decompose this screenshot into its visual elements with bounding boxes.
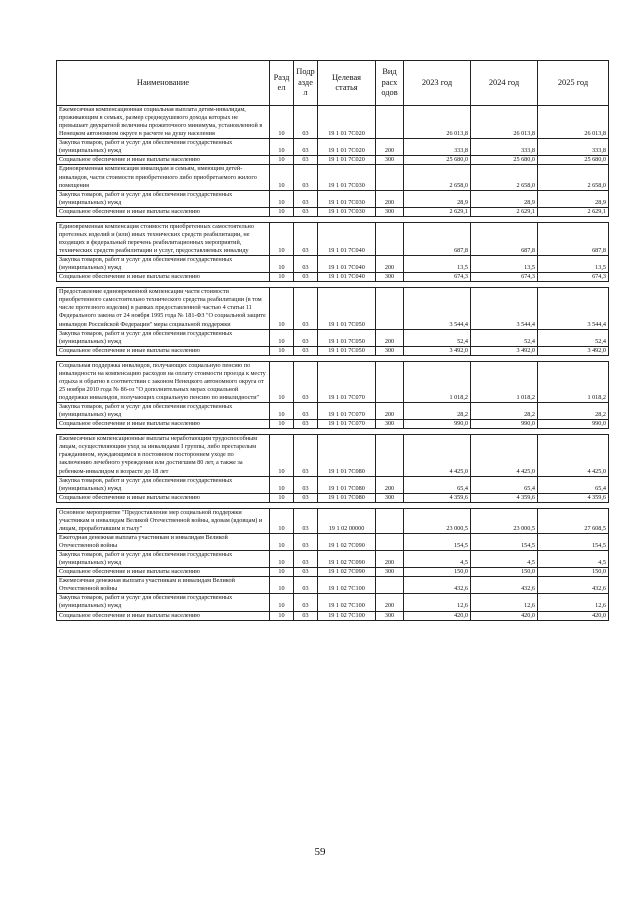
- header-name: Наименование: [57, 61, 270, 106]
- table-row: [57, 273, 609, 282]
- row-target-article: 19 1 01 7С080: [318, 435, 376, 476]
- row-subsection: 03: [294, 493, 318, 502]
- row-target-article: 19 1 02 7С100: [318, 577, 376, 594]
- row-name: Социальное обеспечение и иные выплаты населению: [57, 156, 270, 165]
- row-section: 10: [270, 207, 294, 216]
- row-subsection: 03: [294, 551, 318, 568]
- table-row: [57, 611, 609, 620]
- row-amount-2024: 25 680,0: [471, 156, 538, 165]
- row-target-article: 19 1 02 7С090: [318, 568, 376, 577]
- row-subsection: 03: [294, 533, 318, 550]
- row-amount-2024: 26 013,8: [471, 106, 538, 139]
- row-amount-2023: 3 544,4: [404, 288, 471, 329]
- row-amount-2023: 3 492,0: [404, 346, 471, 355]
- row-amount-2023: 25 680,0: [404, 156, 471, 165]
- row-subsection: 03: [294, 273, 318, 282]
- row-amount-2023: 4,5: [404, 551, 471, 568]
- row-section: 10: [270, 256, 294, 273]
- row-section: 10: [270, 594, 294, 611]
- row-target-article: 19 1 01 7С070: [318, 420, 376, 429]
- row-subsection: 03: [294, 222, 318, 255]
- table-row: [57, 551, 609, 568]
- row-section: 10: [270, 508, 294, 533]
- row-expense-type: [376, 106, 404, 139]
- table-row: [57, 420, 609, 429]
- row-amount-2025: 27 608,5: [538, 508, 609, 533]
- row-amount-2023: 65,4: [404, 476, 471, 493]
- row-name: Основное мероприятие "Предоставление мер социальной поддержки участникам и инвалидам Великой Отечественной войны, вдовам (вдовцам) и лицам, проработавшим в тылу": [57, 508, 270, 533]
- row-target-article: 19 1 01 7С040: [318, 273, 376, 282]
- row-amount-2025: 28,2: [538, 403, 609, 420]
- row-name: Закупка товаров, работ и услуг для обеспечения государственных (муниципальных) нужд: [57, 256, 270, 273]
- row-name: Ежемесячная компенсационная социальная выплата детям-инвалидам, проживающим в семьях, размер среднедушевого дохода которых не превышает двукратной величины прожиточного минимума, установленной в Ненецком автономном округе в расчете на душу населения: [57, 106, 270, 139]
- header-year-2024: 2024 год: [471, 61, 538, 106]
- table-row: [57, 156, 609, 165]
- row-amount-2024: 4,5: [471, 551, 538, 568]
- row-expense-type: [376, 165, 404, 190]
- row-amount-2024: 432,6: [471, 577, 538, 594]
- row-expense-type: [376, 288, 404, 329]
- row-target-article: 19 1 02 7С100: [318, 611, 376, 620]
- row-expense-type: 200: [376, 139, 404, 156]
- row-amount-2025: 52,4: [538, 329, 609, 346]
- row-subsection: 03: [294, 594, 318, 611]
- row-amount-2023: 2 658,0: [404, 165, 471, 190]
- table-row: [57, 577, 609, 594]
- row-target-article: 19 1 02 00000: [318, 508, 376, 533]
- row-amount-2023: 2 629,1: [404, 207, 471, 216]
- row-amount-2025: 2 629,1: [538, 207, 609, 216]
- table-row: [57, 568, 609, 577]
- row-target-article: 19 1 01 7С030: [318, 165, 376, 190]
- header-target-article: Целевая статья: [318, 61, 376, 106]
- row-amount-2024: 4 359,6: [471, 493, 538, 502]
- table-row: [57, 508, 609, 533]
- row-expense-type: 200: [376, 551, 404, 568]
- row-amount-2024: 2 629,1: [471, 207, 538, 216]
- row-section: 10: [270, 190, 294, 207]
- table-row: [57, 288, 609, 329]
- table-row: [57, 256, 609, 273]
- row-name: Социальное обеспечение и иные выплаты населению: [57, 273, 270, 282]
- row-amount-2023: 150,0: [404, 568, 471, 577]
- row-subsection: 03: [294, 403, 318, 420]
- row-section: 10: [270, 577, 294, 594]
- row-section: 10: [270, 611, 294, 620]
- row-subsection: 03: [294, 420, 318, 429]
- table-row: [57, 533, 609, 550]
- row-expense-type: [376, 577, 404, 594]
- row-target-article: 19 1 01 7С020: [318, 139, 376, 156]
- row-section: 10: [270, 273, 294, 282]
- row-expense-type: 200: [376, 403, 404, 420]
- row-amount-2023: 52,4: [404, 329, 471, 346]
- row-amount-2023: 674,3: [404, 273, 471, 282]
- table-row: [57, 435, 609, 476]
- row-name: Социальное обеспечение и иные выплаты населению: [57, 207, 270, 216]
- row-subsection: 03: [294, 476, 318, 493]
- row-amount-2025: 3 544,4: [538, 288, 609, 329]
- row-subsection: 03: [294, 611, 318, 620]
- row-name: Закупка товаров, работ и услуг для обеспечения государственных (муниципальных) нужд: [57, 403, 270, 420]
- row-amount-2025: 990,0: [538, 420, 609, 429]
- row-target-article: 19 1 02 7С100: [318, 594, 376, 611]
- row-target-article: 19 1 01 7С070: [318, 361, 376, 402]
- row-target-article: 19 1 01 7С050: [318, 346, 376, 355]
- row-expense-type: 200: [376, 190, 404, 207]
- row-amount-2025: 26 013,8: [538, 106, 609, 139]
- row-amount-2025: 333,8: [538, 139, 609, 156]
- row-amount-2024: 1 018,2: [471, 361, 538, 402]
- row-target-article: 19 1 01 7С020: [318, 156, 376, 165]
- row-amount-2025: 13,5: [538, 256, 609, 273]
- row-section: 10: [270, 435, 294, 476]
- row-section: 10: [270, 551, 294, 568]
- row-name: Единовременная компенсация стоимости приобретенных самостоятельно протезных изделий и (или) иных технических средств реабилитации, не входящих в федеральный перечень реабилитационных мероприятий, технических средств реабилитации и услуг, предоставляемых инвалиду: [57, 222, 270, 255]
- row-amount-2023: 990,0: [404, 420, 471, 429]
- row-name: Предоставление единовременной компенсации части стоимости приобретенного самостоятельно технического средства реабилитации (в том числе протезного изделия) в рамках предоставленной частью 4 статьи 11 Федерального закона от 24 ноября 1995 года № 181-ФЗ "О социальной защите инвалидов Российской Федерации" меры социальной поддержки: [57, 288, 270, 329]
- row-subsection: 03: [294, 190, 318, 207]
- row-amount-2024: 990,0: [471, 420, 538, 429]
- table-row: [57, 476, 609, 493]
- row-expense-type: 200: [376, 329, 404, 346]
- row-amount-2025: 2 658,0: [538, 165, 609, 190]
- row-amount-2023: 4 425,0: [404, 435, 471, 476]
- row-subsection: 03: [294, 577, 318, 594]
- row-subsection: 03: [294, 288, 318, 329]
- row-section: 10: [270, 288, 294, 329]
- row-expense-type: 200: [376, 256, 404, 273]
- row-target-article: 19 1 02 7С090: [318, 533, 376, 550]
- table-row: [57, 190, 609, 207]
- row-expense-type: [376, 222, 404, 255]
- row-expense-type: 300: [376, 611, 404, 620]
- row-name: Закупка товаров, работ и услуг для обеспечения государственных (муниципальных) нужд: [57, 329, 270, 346]
- row-amount-2024: 28,2: [471, 403, 538, 420]
- row-amount-2025: 65,4: [538, 476, 609, 493]
- row-amount-2023: 12,6: [404, 594, 471, 611]
- row-subsection: 03: [294, 361, 318, 402]
- row-subsection: 03: [294, 106, 318, 139]
- row-expense-type: 300: [376, 207, 404, 216]
- row-amount-2025: 25 680,0: [538, 156, 609, 165]
- row-section: 10: [270, 420, 294, 429]
- row-subsection: 03: [294, 156, 318, 165]
- row-name: Ежемесячная денежная выплата участникам и инвалидам Великой Отечественной войны: [57, 577, 270, 594]
- row-expense-type: [376, 508, 404, 533]
- row-target-article: 19 1 01 7С050: [318, 329, 376, 346]
- row-amount-2025: 12,6: [538, 594, 609, 611]
- row-expense-type: 300: [376, 568, 404, 577]
- row-section: 10: [270, 156, 294, 165]
- table-row: [57, 493, 609, 502]
- row-amount-2024: 23 000,5: [471, 508, 538, 533]
- row-amount-2025: 4,5: [538, 551, 609, 568]
- row-amount-2025: 28,9: [538, 190, 609, 207]
- row-section: 10: [270, 476, 294, 493]
- row-section: 10: [270, 106, 294, 139]
- row-target-article: 19 1 01 7С080: [318, 476, 376, 493]
- row-amount-2025: 4 425,0: [538, 435, 609, 476]
- row-amount-2024: 420,0: [471, 611, 538, 620]
- header-year-2025: 2025 год: [538, 61, 609, 106]
- row-amount-2023: 28,2: [404, 403, 471, 420]
- table-row: [57, 346, 609, 355]
- row-amount-2023: 23 000,5: [404, 508, 471, 533]
- row-name: Закупка товаров, работ и услуг для обеспечения государственных (муниципальных) нужд: [57, 476, 270, 493]
- row-subsection: 03: [294, 165, 318, 190]
- row-section: 10: [270, 361, 294, 402]
- table-row: [57, 222, 609, 255]
- row-subsection: 03: [294, 139, 318, 156]
- row-section: 10: [270, 165, 294, 190]
- row-name: Закупка товаров, работ и услуг для обеспечения государственных (муниципальных) нужд: [57, 190, 270, 207]
- table-row: [57, 165, 609, 190]
- table-row: [57, 106, 609, 139]
- row-amount-2024: 687,8: [471, 222, 538, 255]
- row-amount-2024: 52,4: [471, 329, 538, 346]
- row-amount-2025: 687,8: [538, 222, 609, 255]
- row-target-article: 19 1 01 7С030: [318, 190, 376, 207]
- row-target-article: 19 1 01 7С080: [318, 493, 376, 502]
- row-amount-2024: 150,0: [471, 568, 538, 577]
- row-amount-2025: 154,5: [538, 533, 609, 550]
- table-row: [57, 594, 609, 611]
- row-amount-2024: 333,8: [471, 139, 538, 156]
- row-section: 10: [270, 493, 294, 502]
- row-name: Ежегодная денежная выплата участникам и инвалидам Великой Отечественной войны: [57, 533, 270, 550]
- table-row: [57, 361, 609, 402]
- row-amount-2025: 420,0: [538, 611, 609, 620]
- row-section: 10: [270, 329, 294, 346]
- row-subsection: 03: [294, 207, 318, 216]
- header-section: Разд ел: [270, 61, 294, 106]
- row-amount-2024: 28,9: [471, 190, 538, 207]
- row-name: Социальное обеспечение и иные выплаты населению: [57, 568, 270, 577]
- row-subsection: 03: [294, 435, 318, 476]
- row-amount-2024: 3 544,4: [471, 288, 538, 329]
- row-name: Социальное обеспечение и иные выплаты населению: [57, 346, 270, 355]
- row-target-article: 19 1 02 7С090: [318, 551, 376, 568]
- row-amount-2024: 154,5: [471, 533, 538, 550]
- row-name: Единовременная компенсация инвалидам и семьям, имеющим детей-инвалидов, части стоимости приобретенного либо приобретаемого жилого помещения: [57, 165, 270, 190]
- header-expense-type: Вид расх одов: [376, 61, 404, 106]
- row-amount-2023: 4 359,6: [404, 493, 471, 502]
- row-amount-2023: 28,9: [404, 190, 471, 207]
- row-amount-2023: 1 018,2: [404, 361, 471, 402]
- row-amount-2023: 333,8: [404, 139, 471, 156]
- row-target-article: 19 1 01 7С040: [318, 222, 376, 255]
- row-target-article: 19 1 01 7С020: [318, 106, 376, 139]
- row-expense-type: 300: [376, 493, 404, 502]
- row-name: Социальное обеспечение и иные выплаты населению: [57, 493, 270, 502]
- header-year-2023: 2023 год: [404, 61, 471, 106]
- row-section: 10: [270, 346, 294, 355]
- row-expense-type: 300: [376, 273, 404, 282]
- row-amount-2025: 1 018,2: [538, 361, 609, 402]
- row-amount-2024: 13,5: [471, 256, 538, 273]
- row-expense-type: 200: [376, 594, 404, 611]
- table-row: [57, 207, 609, 216]
- row-section: 10: [270, 139, 294, 156]
- row-amount-2024: 674,3: [471, 273, 538, 282]
- row-amount-2024: 2 658,0: [471, 165, 538, 190]
- row-target-article: 19 1 01 7С050: [318, 288, 376, 329]
- row-amount-2024: 65,4: [471, 476, 538, 493]
- row-amount-2023: 687,8: [404, 222, 471, 255]
- row-subsection: 03: [294, 256, 318, 273]
- row-amount-2023: 26 013,8: [404, 106, 471, 139]
- row-amount-2023: 420,0: [404, 611, 471, 620]
- table-row: [57, 139, 609, 156]
- row-amount-2025: 3 492,0: [538, 346, 609, 355]
- page-number: 59: [314, 846, 326, 858]
- header-subsection: Подр азде л: [294, 61, 318, 106]
- row-expense-type: 200: [376, 476, 404, 493]
- row-name: Закупка товаров, работ и услуг для обеспечения государственных (муниципальных) нужд: [57, 139, 270, 156]
- row-subsection: 03: [294, 568, 318, 577]
- row-target-article: 19 1 01 7С070: [318, 403, 376, 420]
- row-amount-2025: 432,6: [538, 577, 609, 594]
- row-amount-2025: 674,3: [538, 273, 609, 282]
- row-subsection: 03: [294, 508, 318, 533]
- row-amount-2024: 4 425,0: [471, 435, 538, 476]
- row-expense-type: 300: [376, 156, 404, 165]
- row-expense-type: 300: [376, 346, 404, 355]
- row-amount-2023: 154,5: [404, 533, 471, 550]
- row-amount-2023: 432,6: [404, 577, 471, 594]
- row-section: 10: [270, 222, 294, 255]
- table-row: [57, 329, 609, 346]
- row-amount-2025: 4 359,6: [538, 493, 609, 502]
- row-target-article: 19 1 01 7С030: [318, 207, 376, 216]
- budget-table: [56, 60, 609, 621]
- row-name: Закупка товаров, работ и услуг для обеспечения государственных (муниципальных) нужд: [57, 594, 270, 611]
- row-name: Закупка товаров, работ и услуг для обеспечения государственных (муниципальных) нужд: [57, 551, 270, 568]
- row-name: Социальное обеспечение и иные выплаты населению: [57, 420, 270, 429]
- row-subsection: 03: [294, 346, 318, 355]
- row-name: Социальное обеспечение и иные выплаты населению: [57, 611, 270, 620]
- row-amount-2024: 3 492,0: [471, 346, 538, 355]
- row-amount-2025: 150,0: [538, 568, 609, 577]
- row-amount-2024: 12,6: [471, 594, 538, 611]
- row-name: Ежемесячные компенсационные выплаты неработающим трудоспособным лицам, осуществляющим уход за инвалидами I группы, либо престарелым гражданином, нуждающимся в постоянном постороннем уходе по заключению лечебного учреждения или достигшим 80 лет, а также за ребенком-инвалидом в возрасте до 18 лет: [57, 435, 270, 476]
- row-amount-2023: 13,5: [404, 256, 471, 273]
- row-expense-type: [376, 435, 404, 476]
- row-section: 10: [270, 568, 294, 577]
- table-header-row: [57, 61, 609, 106]
- row-section: 10: [270, 403, 294, 420]
- table-row: [57, 403, 609, 420]
- row-target-article: 19 1 01 7С040: [318, 256, 376, 273]
- row-subsection: 03: [294, 329, 318, 346]
- row-expense-type: [376, 533, 404, 550]
- row-expense-type: [376, 361, 404, 402]
- table-body: [57, 106, 609, 621]
- row-section: 10: [270, 533, 294, 550]
- row-name: Социальная поддержка инвалидов, получающих социальную пенсию по инвалидности на компенсацию расходов на оплату стоимости проезда к месту отдыха и обратно в соответствии с законом Ненецкого автономного округа от 25 ноября 2010 года № 86-оз "О дополнительных мерах социальной поддержки инвалидов, получающих социальную пенсию по инвалидности": [57, 361, 270, 402]
- row-expense-type: 300: [376, 420, 404, 429]
